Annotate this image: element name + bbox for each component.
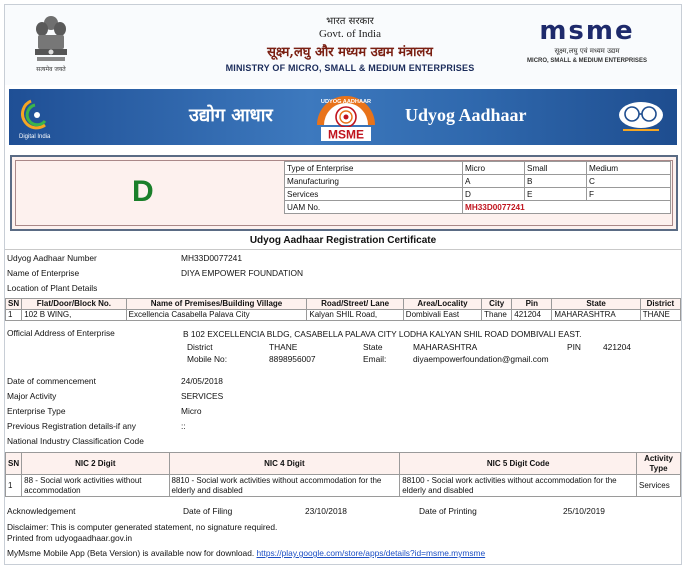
column-header: SN <box>6 453 22 475</box>
table-cell: 88100 - Social work activities without accommodation for the elderly and disabled <box>400 475 637 497</box>
column-header: NIC 4 Digit <box>169 453 400 475</box>
date-of-filing-value: 23/10/2018 <box>305 506 347 516</box>
commencement-label: Date of commencement <box>7 376 96 386</box>
gov-text: Govt. of India <box>318 28 381 40</box>
major-activity-label: Major Activity <box>7 391 57 401</box>
national-emblem-icon <box>29 13 73 77</box>
uam-number: MH33D0077241 <box>463 201 671 214</box>
state-label: State <box>363 342 383 352</box>
printed-from-text: Printed from udyogaadhaar.gov.in <box>7 533 133 543</box>
enterprise-category-letter: D <box>132 175 154 208</box>
digital-india-logo-icon <box>19 95 77 139</box>
play-store-link[interactable]: https://play.google.com/store/apps/details?id=msme.mymsme <box>256 548 486 558</box>
hindi-gov-text: भारत सरकार <box>326 16 374 27</box>
udyog-aadhaar-seal-icon <box>309 91 383 143</box>
udyog-aadhaar-banner <box>9 89 677 145</box>
table-cell: F <box>587 188 671 201</box>
date-of-printing-value: 25/10/2019 <box>563 506 605 516</box>
divider <box>5 249 681 250</box>
table-cell: A <box>463 175 525 188</box>
enterprise-name-label: Name of Enterprise <box>7 268 80 278</box>
table-cell: Medium <box>587 162 671 175</box>
table-cell: E <box>525 188 587 201</box>
column-header: Flat/Door/Block No. <box>22 299 126 310</box>
seal-top-text: UDYOG AADHAAR <box>320 99 372 105</box>
table-cell: B <box>525 175 587 188</box>
plant-location-table <box>5 298 681 321</box>
nic-table <box>5 452 681 497</box>
mobile-label: Mobile No: <box>187 354 228 364</box>
column-header: NIC 5 Digit Code <box>400 453 637 475</box>
enterprise-type-box <box>10 155 678 231</box>
date-of-printing-label: Date of Printing <box>419 506 477 516</box>
date-of-filing-label: Date of Filing <box>183 506 233 516</box>
column-header: NIC 2 Digit <box>22 453 169 475</box>
digital-india-label: Digital India <box>19 134 51 140</box>
enterprise-name-value: DIYA EMPOWER FOUNDATION <box>181 268 304 278</box>
district-value: THANE <box>269 342 298 352</box>
column-header: State <box>552 299 640 310</box>
hindi-ministry-text: सूक्ष्म,लघु और मध्यम उद्यम मंत्रालय <box>267 45 433 60</box>
previous-registration-label: Previous Registration details-if any <box>7 421 136 431</box>
app-notice <box>7 548 485 558</box>
table-cell: MAHARASHTRA <box>552 310 640 321</box>
enterprise-type-table <box>284 161 671 214</box>
table-cell: 88 - Social work activities without accommodation <box>22 475 169 497</box>
swachh-bharat-glasses-icon <box>615 99 665 135</box>
major-activity-value: SERVICES <box>181 391 224 401</box>
district-label: District <box>187 342 213 352</box>
table-cell: C <box>587 175 671 188</box>
nic-label: National Industry Classification Code <box>7 436 144 446</box>
app-notice-text: MyMsme Mobile App (Beta Version) is available now for download. <box>7 548 255 558</box>
column-header: SN <box>6 299 22 310</box>
table-row <box>285 188 671 201</box>
table-cell: Small <box>525 162 587 175</box>
pin-label: PIN <box>567 342 581 352</box>
table-header-row <box>6 453 681 475</box>
table-cell: 1 <box>6 310 22 321</box>
table-cell: Dombivali East <box>403 310 481 321</box>
disclaimer-text: Disclaimer: This is computer generated statement, no signature required. <box>7 522 278 532</box>
column-header: City <box>482 299 512 310</box>
table-row <box>285 162 671 175</box>
certificate-page <box>4 4 682 565</box>
official-address-label: Official Address of Enterprise <box>7 328 115 338</box>
table-cell: D <box>463 188 525 201</box>
msme-logo-word: msme <box>539 16 635 46</box>
mobile-value: 8898956007 <box>269 354 316 364</box>
table-cell: Micro <box>463 162 525 175</box>
certificate-title: Udyog Aadhaar Registration Certificate <box>249 235 437 246</box>
previous-registration-value: :: <box>181 421 186 431</box>
msme-logo <box>523 17 651 64</box>
column-header: Pin <box>512 299 552 310</box>
ministry-title-block <box>185 13 515 73</box>
table-cell: 421204 <box>512 310 552 321</box>
udyog-aadhaar-hindi: उद्योग आधार <box>189 105 273 126</box>
ministry-header <box>5 5 681 85</box>
table-cell: THANE <box>640 310 680 321</box>
acknowledgement-label: Acknowledgement <box>7 506 76 516</box>
udyog-number-label: Udyog Aadhaar Number <box>7 253 97 263</box>
official-address-block <box>183 329 673 364</box>
table-row <box>6 475 681 497</box>
svg-text:सत्यमेव जयते: सत्यमेव जयते <box>36 66 66 73</box>
seal-bottom-text: MSME <box>328 127 364 142</box>
table-row <box>285 175 671 188</box>
column-header: District <box>640 299 680 310</box>
commencement-value: 24/05/2018 <box>181 376 223 386</box>
ministry-text: MINISTRY OF MICRO, SMALL & MEDIUM ENTERPRISES <box>225 63 475 73</box>
column-header: Area/Locality <box>403 299 481 310</box>
enterprise-type-label: Enterprise Type <box>7 406 66 416</box>
msme-logo-hindi: सूक्ष्म,लघु एवं मध्यम उद्यम <box>554 47 620 55</box>
table-cell: 8810 - Social work activities without accommodation for the elderly and disabled <box>169 475 400 497</box>
msme-logo-english: MICRO, SMALL & MEDIUM ENTERPRISES <box>527 58 647 64</box>
column-header: Road/Street/ Lane <box>307 299 403 310</box>
state-value: MAHARASHTRA <box>413 342 478 352</box>
table-cell: Kalyan SHIL Road, <box>307 310 403 321</box>
plant-location-label: Location of Plant Details <box>7 283 98 293</box>
udyog-aadhaar-english: Udyog Aadhaar <box>405 105 527 125</box>
table-cell: 102 B WING, <box>22 310 126 321</box>
table-cell: Excellencia Casabella Palava City <box>126 310 307 321</box>
table-cell: 1 <box>6 475 22 497</box>
official-address-line: B 102 EXCELLENCIA BLDG, CASABELLA PALAVA CITY LODHA KALYAN SHIL ROAD DOMBIVALI EAST. <box>183 329 582 339</box>
table-row <box>285 201 671 214</box>
table-cell: Thane <box>482 310 512 321</box>
email-label: Email: <box>363 354 387 364</box>
udyog-number-value: MH33D0077241 <box>181 253 242 263</box>
enterprise-type-value: Micro <box>181 406 202 416</box>
table-row <box>6 310 681 321</box>
table-cell: Services <box>637 475 681 497</box>
column-header: Activity Type <box>637 453 681 475</box>
uam-label: UAM No. <box>285 201 463 214</box>
pin-value: 421204 <box>603 342 631 352</box>
email-value: diyaempowerfoundation@gmail.com <box>413 354 549 364</box>
table-cell: Type of Enterprise <box>285 162 463 175</box>
table-header-row <box>6 299 681 310</box>
table-cell: Manufacturing <box>285 175 463 188</box>
table-cell: Services <box>285 188 463 201</box>
column-header: Name of Premises/Building Village <box>126 299 307 310</box>
